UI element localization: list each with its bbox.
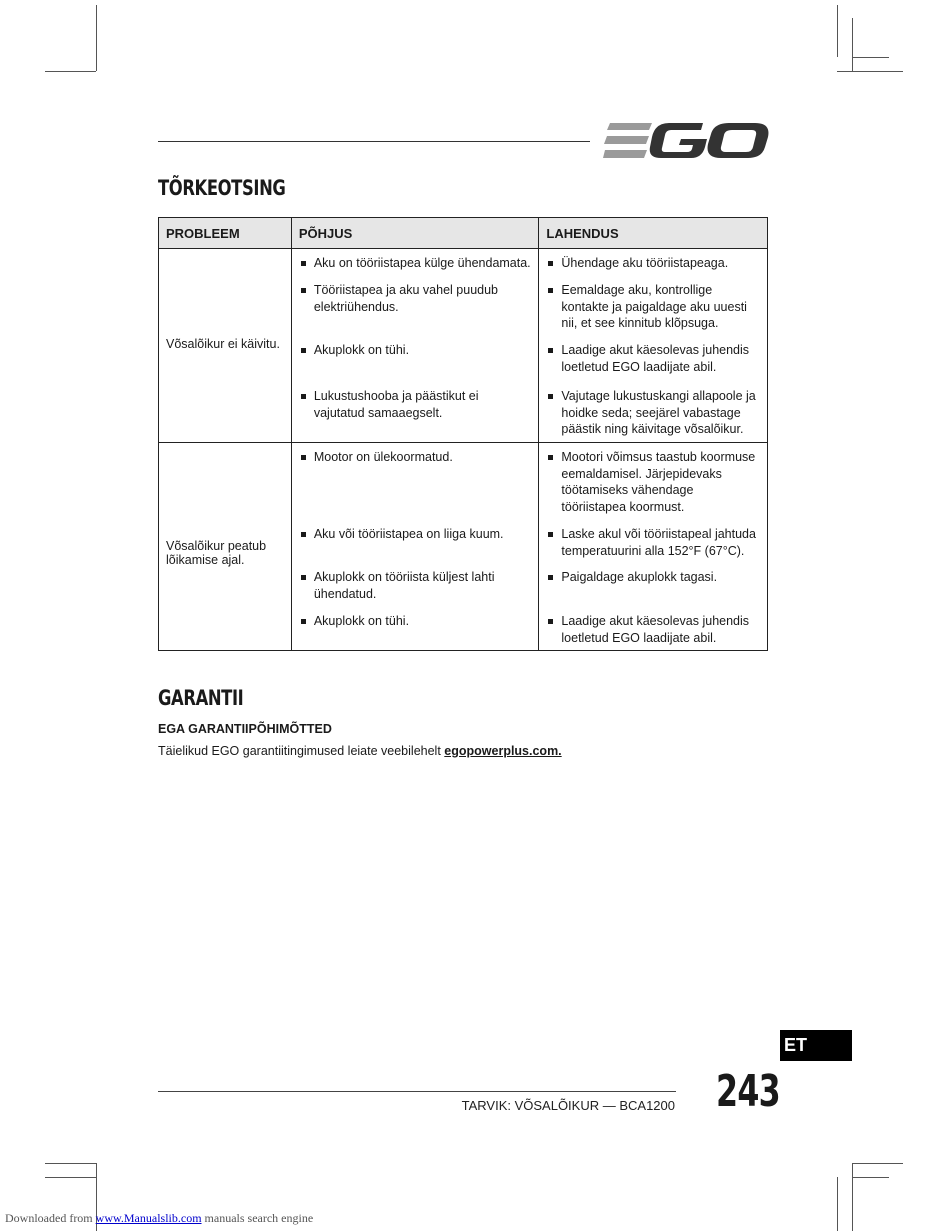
table-header-row: [159, 218, 768, 249]
manualslib-link[interactable]: www.Manualslib.com: [95, 1211, 202, 1225]
solution-item: Laadige akut käesolevas juhendis loetletud EGO laadijate abil.: [547, 613, 761, 646]
crop-mark: [837, 5, 838, 57]
solution-item: Ühendage aku tööriistapeaga.: [547, 255, 761, 282]
solution-cell: [539, 249, 768, 443]
crop-mark: [852, 1163, 903, 1164]
table-row: [159, 249, 768, 443]
download-note: [5, 1211, 313, 1226]
troubleshooting-table: [158, 217, 768, 651]
crop-mark: [852, 1177, 889, 1178]
solution-item: Mootori võimsus taastub koormuse eemaldamisel. Järjepidevaks töötamiseks vähendage tööriistapea koormust.: [547, 449, 761, 526]
crop-mark: [45, 1163, 96, 1164]
header-rule: [158, 141, 590, 142]
cause-cell: [291, 443, 539, 651]
crop-mark: [96, 5, 97, 71]
problem-cell: Võsalõikur ei käivitu.: [159, 249, 292, 443]
troubleshooting-title: TÕRKEOTSING: [158, 176, 286, 200]
solution-item: Laske akul või tööriistapeal jahtuda temperatuurini alla 152°F (67°C).: [547, 526, 761, 569]
table-row: [159, 443, 768, 651]
crop-mark: [837, 1177, 838, 1231]
cause-item: Aku või tööriistapea on liiga kuum.: [300, 526, 533, 569]
crop-mark: [837, 71, 903, 72]
solution-cell: [539, 443, 768, 651]
crop-mark: [852, 1163, 853, 1231]
cause-item: Akuplokk on tööriista küljest lahti ühendatud.: [300, 569, 533, 613]
warranty-paragraph: [158, 744, 562, 758]
column-header-problem: PROBLEEM: [159, 218, 292, 249]
warranty-title: GARANTII: [158, 686, 244, 710]
footer-rule: [158, 1091, 676, 1092]
cause-item: Mootor on ülekoormatud.: [300, 449, 533, 526]
solution-item: Eemaldage aku, kontrollige kontakte ja paigaldage aku uuesti nii, et see kinnitub klõpsuga.: [547, 282, 761, 342]
crop-mark: [852, 57, 889, 58]
crop-mark: [852, 18, 853, 71]
column-header-solution: LAHENDUS: [539, 218, 768, 249]
cause-cell: [291, 249, 539, 443]
solution-item: Vajutage lukustuskangi allapoole ja hoidke seda; seejärel vabastage päästik ning käivitage võsalõikur.: [547, 388, 761, 438]
cause-item: Tööriistapea ja aku vahel puudub elektriühendus.: [300, 282, 533, 342]
warranty-link[interactable]: egopowerplus.com.: [444, 744, 562, 758]
cause-item: Akuplokk on tühi.: [300, 342, 533, 388]
footer-product: TARVIK: VÕSALÕIKUR — BCA1200: [461, 1098, 675, 1113]
column-header-cause: PÕHJUS: [291, 218, 539, 249]
warranty-text: Täielikud EGO garantiitingimused leiate veebilehelt: [158, 744, 445, 758]
download-suffix: manuals search engine: [201, 1211, 314, 1225]
language-tab: ET: [780, 1030, 852, 1061]
solution-item: Laadige akut käesolevas juhendis loetletud EGO laadijate abil.: [547, 342, 761, 388]
cause-item: Akuplokk on tühi.: [300, 613, 533, 630]
warranty-subtitle: EGA GARANTIIPÕHIMÕTTED: [158, 722, 332, 736]
cause-item: Lukustushooba ja päästikut ei vajutatud samaaegselt.: [300, 388, 533, 421]
download-prefix: Downloaded from: [5, 1211, 96, 1225]
crop-mark: [45, 71, 96, 72]
crop-mark: [45, 1177, 96, 1178]
cause-item: Aku on tööriistapea külge ühendamata.: [300, 255, 533, 282]
page-number: 243: [716, 1066, 780, 1117]
problem-cell: Võsalõikur peatub lõikamise ajal.: [159, 443, 292, 651]
solution-item: Paigaldage akuplokk tagasi.: [547, 569, 761, 613]
ego-logo: [603, 120, 771, 162]
